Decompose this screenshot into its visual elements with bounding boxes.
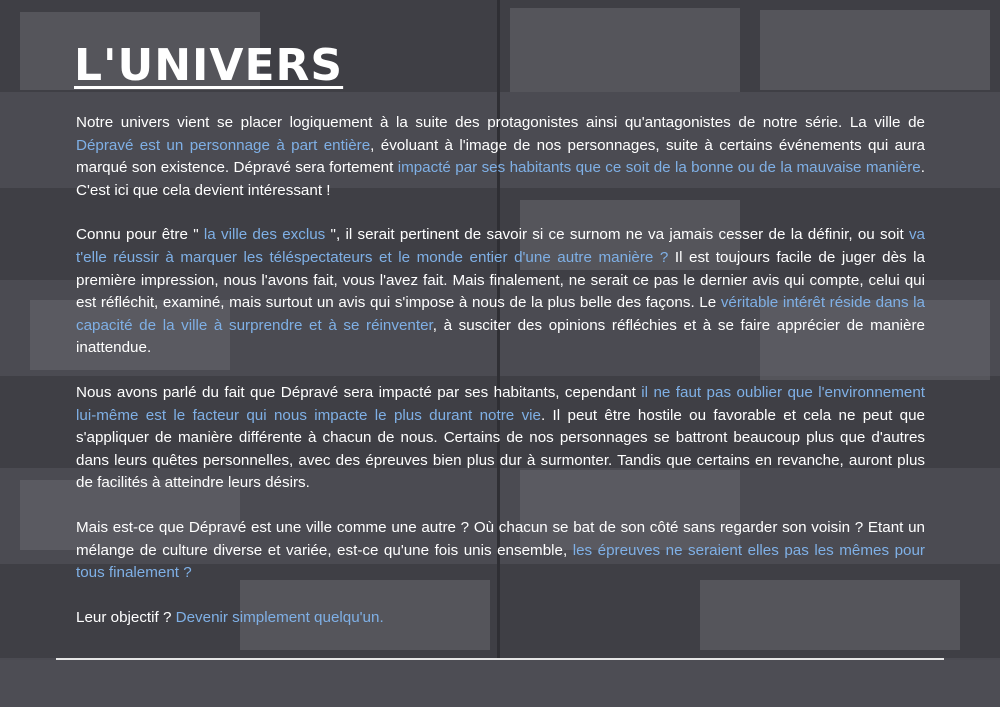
paragraph: [76, 112, 925, 202]
highlight-text: Devenir simplement quelqu'un.: [175, 608, 384, 626]
text-run: Nous avons parlé du fait que Dépravé sera impacté par ses habitants, cependant: [76, 383, 642, 401]
text-run: , à susciter des opinions réfléchies et à se faire apprécier de manière inattendue.: [76, 316, 925, 357]
paragraph: [76, 517, 925, 585]
paragraph: [76, 382, 925, 495]
page-title: L'UNIVERS: [74, 40, 344, 91]
text-run: , évoluant à l'image de nos personnages, suite à certains événements qui aura marqué son existence. Dépravé sera fortement: [76, 136, 925, 177]
paragraph: [76, 607, 925, 630]
highlight-text: la ville des exclus: [203, 226, 326, 244]
highlight-text: il ne faut pas oublier que l'environnement lui-même est le facteur qui nous impacte le plus durant notre vie: [76, 383, 925, 424]
text-run: Mais est-ce que Dépravé est une ville comme une autre ? Où chacun se bat de son côté sans regarder son voisin ? Etant un mélange de culture diverse et variée, est-ce qu'une fois unis ensemble,: [76, 518, 925, 559]
highlight-text: les épreuves ne seraient elles pas les mêmes pour tous finalement ?: [76, 541, 925, 582]
bottom-band: [0, 660, 1000, 707]
text-run: Leur objectif ?: [76, 608, 176, 626]
body-text: [76, 112, 925, 651]
text-run: ", il serait pertinent de savoir si ce surnom ne va jamais cesser de la définir, ou soit: [325, 226, 909, 244]
paragraph: [76, 224, 925, 360]
highlight-text: impacté par ses habitants que ce soit de la bonne ou de la mauvaise manière: [397, 159, 921, 177]
text-run: . C'est ici que cela devient intéressant !: [76, 159, 925, 199]
sketch-panel: [760, 10, 990, 90]
highlight-text: va t'elle réussir à marquer les téléspectateurs et le monde entier d'une autre manière ?: [76, 226, 925, 266]
sketch-panel: [510, 8, 740, 92]
text-run: Il est toujours facile de juger dès la première impression, nous l'avons fait, vous l'avez fait. Mais finalement, ne serait ce pas le dernier avis qui compte, celui qui est réfléchit, examiné, mais surtout un avis qui s'impose à nous de la plus belle des façons. Le: [76, 248, 925, 312]
text-run: Notre univers vient se placer logiquement à la suite des protagonistes ainsi qu'antagonistes de notre série. La ville de: [76, 114, 925, 131]
highlight-text: véritable intérêt réside dans la capacité de la ville à surprendre et à se réinventer: [76, 294, 925, 334]
highlight-text: Dépravé est un personnage à part entière: [76, 136, 371, 154]
text-run: Connu pour être ": [76, 226, 204, 244]
text-run: . Il peut être hostile ou favorable et cela ne peut que s'appliquer de manière différente à chacun de nous. Certains de nos personnages se battront beaucoup plus que d'autres dans leurs quêtes personnelles, avec des épreuves bien plus dur à surmonter. Tandis que certains en revanche, auront plus de facilités à atteindre leurs désirs.: [76, 406, 925, 492]
